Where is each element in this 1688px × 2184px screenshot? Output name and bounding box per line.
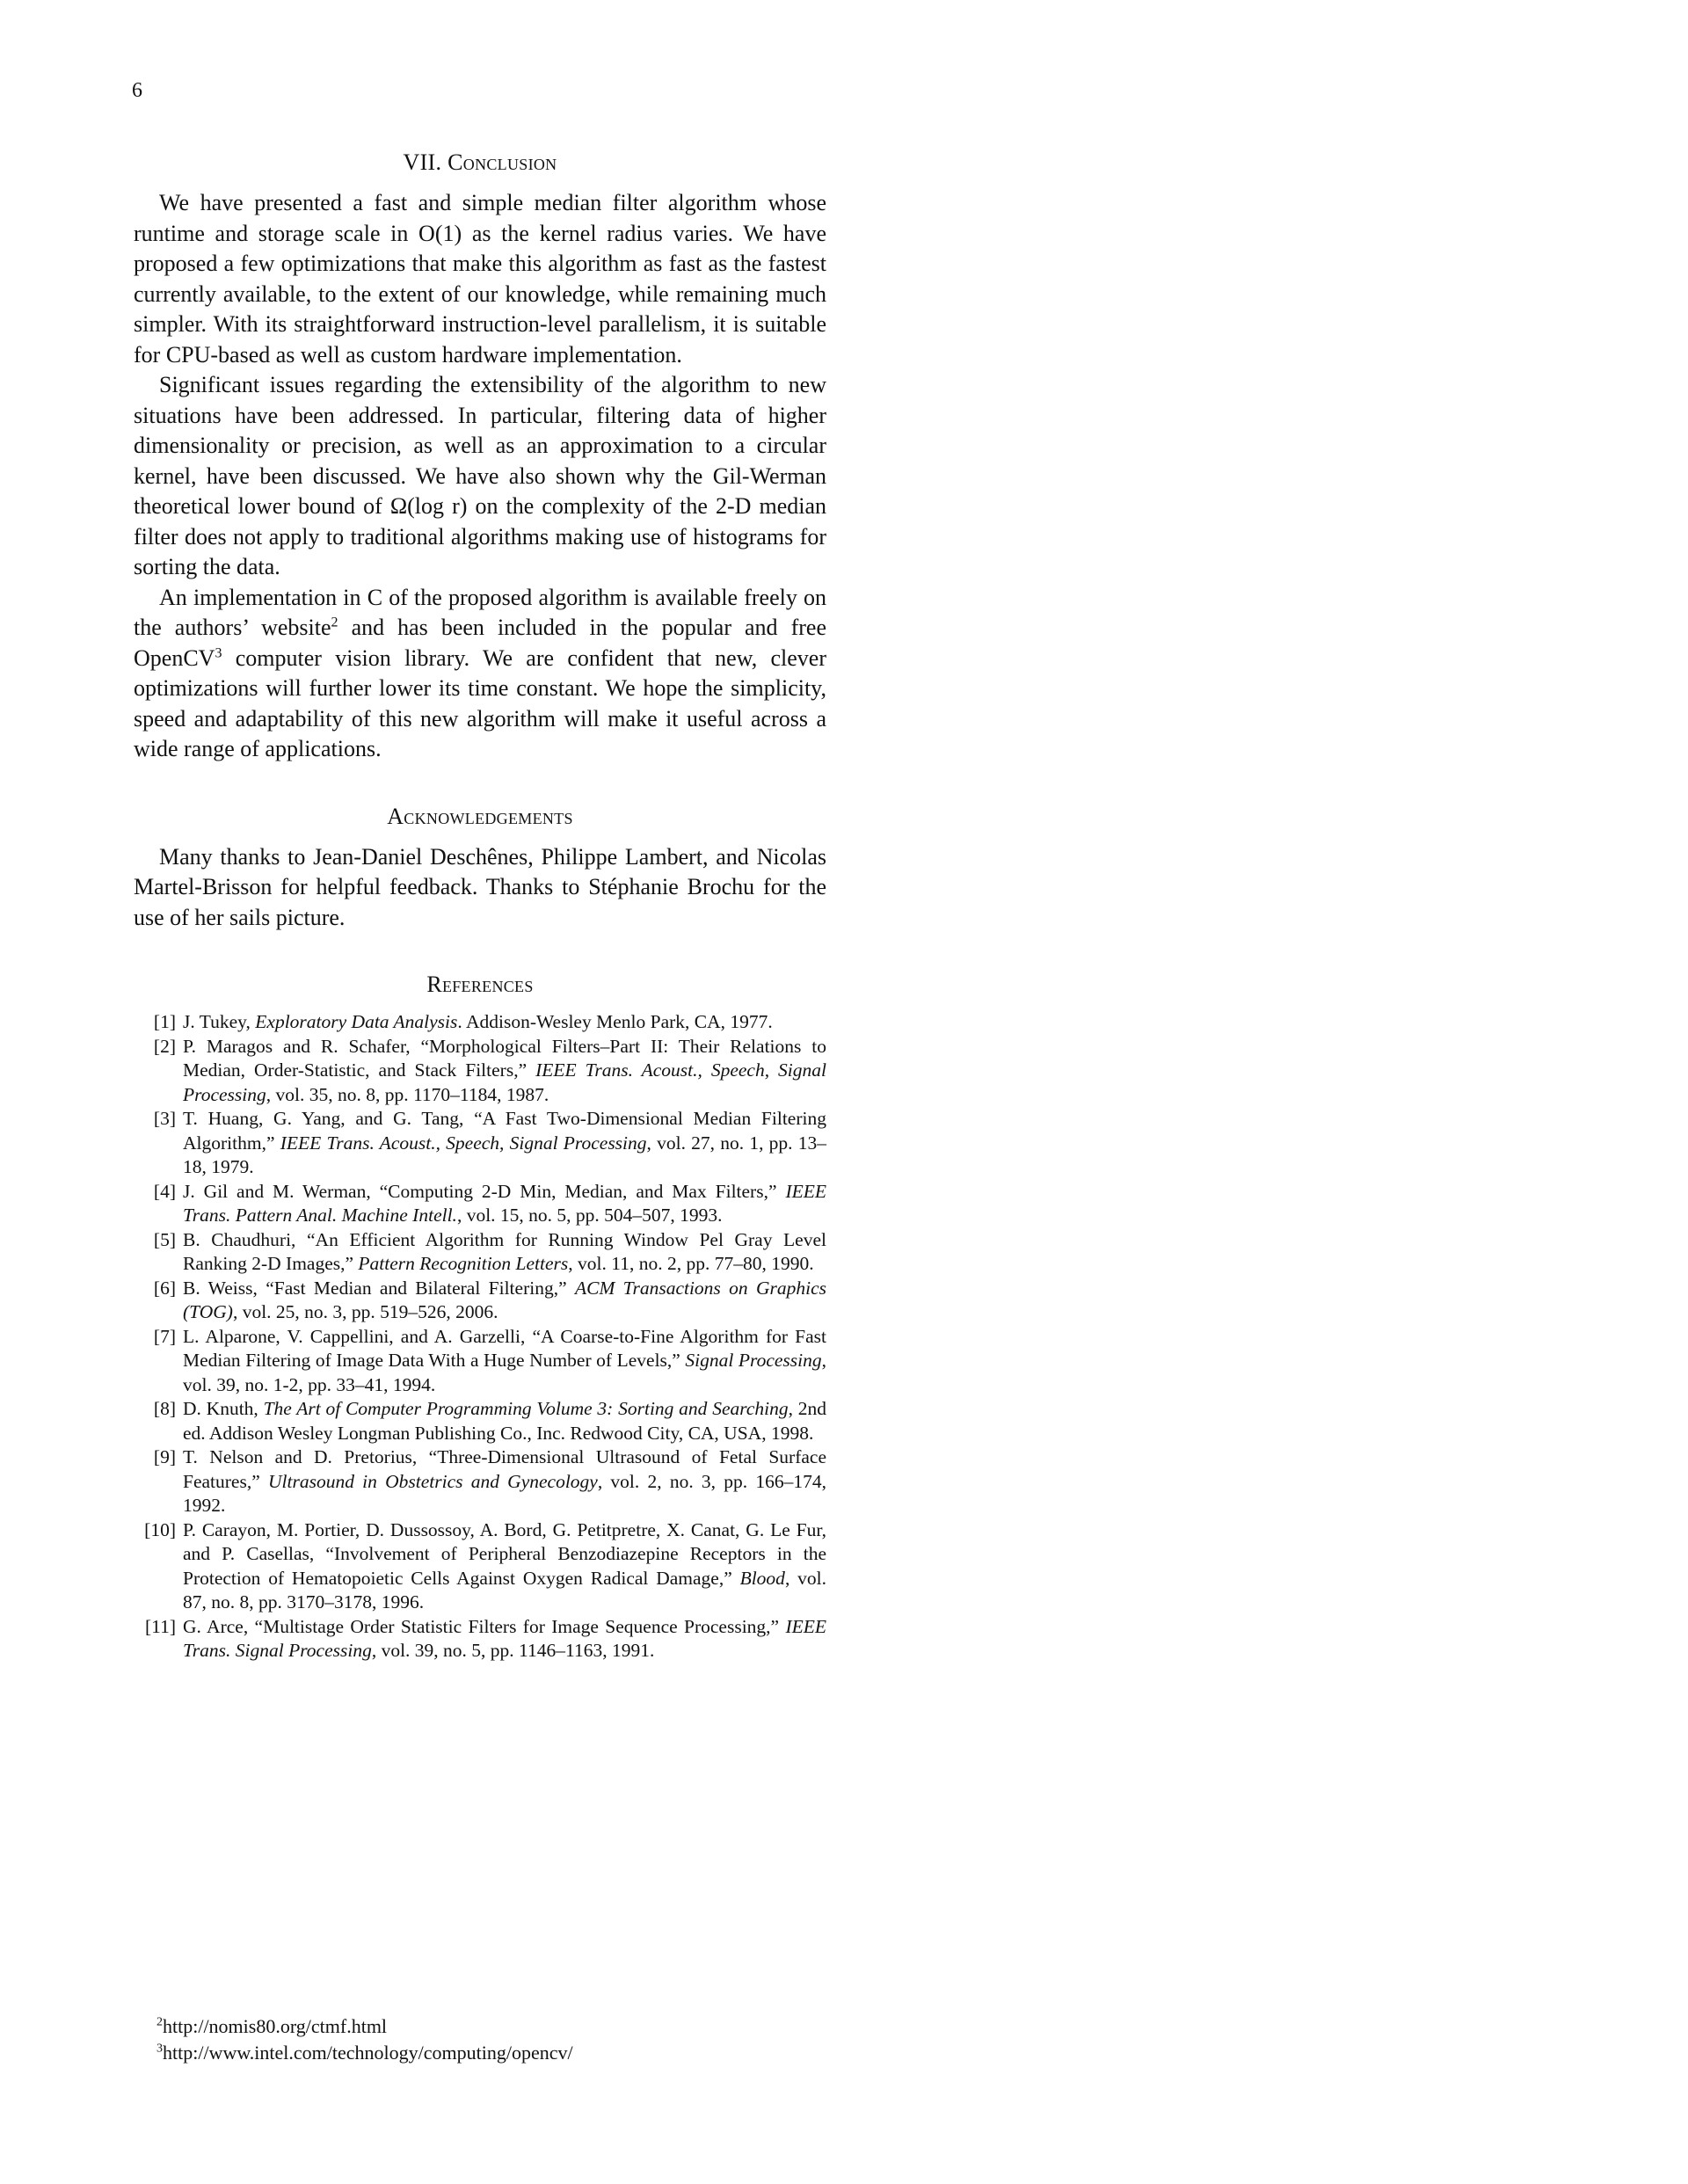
- reference-text: J. Gil and M. Werman, “Computing 2-D Min, Median, and Max Filters,”: [183, 1180, 786, 1202]
- reference-item: [134, 1518, 826, 1615]
- reference-source: The Art of Computer Programming Volume 3: Sorting and Searching: [263, 1398, 789, 1419]
- reference-text: L. Alparone, V. Cappellini, and A. Garzelli, “A Coarse-to-Fine Algorithm for Fast Median Filtering of Image Data With a Huge Number of Levels,”: [183, 1325, 826, 1371]
- footnote: [156, 2013, 573, 2040]
- reference-text: B. Weiss, “Fast Median and Bilateral Filtering,”: [183, 1277, 575, 1299]
- reference-details: , vol. 15, no. 5, pp. 504–507, 1993.: [456, 1205, 723, 1226]
- reference-details: , vol. 87, no. 8, pp. 3170–3178, 1996.: [183, 1567, 826, 1613]
- conclusion-paragraph-1: We have presented a fast and simple median filter algorithm whose runtime and storage scale in O(1) as the kernel radius varies. We have proposed a few optimizations that make this algorithm as fast as the fastest currently available, to the extent of our knowledge, while remaining much simpler. With its straightforward instruction-level parallelism, it is suitable for CPU-based as well as custom hardware implementation.: [134, 190, 826, 368]
- reference-details: . Addison-Wesley Menlo Park, CA, 1977.: [457, 1011, 773, 1032]
- reference-item: [134, 1107, 826, 1180]
- footnote: [156, 2040, 573, 2066]
- reference-item: [134, 1010, 826, 1035]
- reference-label: [9]: [153, 1446, 176, 1467]
- footnote-ref-3: 3: [215, 644, 222, 660]
- reference-label: [1]: [153, 1011, 176, 1032]
- page-number: 6: [132, 79, 142, 102]
- references-heading: References: [426, 972, 534, 997]
- reference-list: [134, 1010, 826, 1663]
- reference-source: Pattern Recognition Letters: [358, 1253, 569, 1274]
- footnote-mark: 3: [156, 2042, 163, 2056]
- acknowledgements-heading: Acknowledgements: [387, 803, 573, 829]
- text-column: [134, 149, 826, 1663]
- reference-details: , vol. 25, no. 3, pp. 519–526, 2006.: [232, 1301, 498, 1322]
- para3-text-1: An implementation in C of the proposed algorithm is available freely on the authors’ website: [134, 584, 826, 640]
- reference-source: IEEE Trans. Acoust., Speech, Signal Processing: [280, 1132, 647, 1154]
- footnote-url[interactable]: http://www.intel.com/technology/computing/opencv/: [163, 2042, 573, 2064]
- reference-details: , vol. 39, no. 5, pp. 1146–1163, 1991.: [371, 1640, 655, 1661]
- conclusion-heading: [134, 149, 826, 176]
- reference-source: IEEE Trans. Pattern Anal. Machine Intell.: [183, 1180, 826, 1226]
- reference-item: [134, 1397, 826, 1445]
- reference-source: Exploratory Data Analysis: [255, 1011, 458, 1032]
- reference-details: , 2nd ed. Addison Wesley Longman Publishing Co., Inc. Redwood City, CA, USA, 1998.: [183, 1398, 826, 1444]
- conclusion-paragraph-3: [134, 583, 826, 765]
- footnotes: [156, 2013, 573, 2066]
- reference-source: Ultrasound in Obstetrics and Gynecology: [267, 1470, 598, 1492]
- reference-label: [5]: [153, 1228, 176, 1250]
- reference-source: IEEE Trans. Acoust., Speech, Signal Processing: [183, 1059, 826, 1105]
- reference-item: [134, 1180, 826, 1228]
- reference-item: [134, 1445, 826, 1518]
- reference-label: [10]: [144, 1518, 176, 1540]
- reference-item: [134, 1325, 826, 1398]
- acknowledgements-paragraph: Many thanks to Jean-Daniel Deschênes, Philippe Lambert, and Nicolas Martel-Brisson for helpful feedback. Thanks to Stéphanie Brochu for the use of her sails picture.: [134, 843, 826, 930]
- reference-item: [134, 1615, 826, 1663]
- reference-source: ACM Transactions on Graphics (TOG): [183, 1277, 826, 1322]
- reference-item: [134, 1228, 826, 1277]
- reference-label: [8]: [153, 1398, 176, 1419]
- reference-label: [6]: [153, 1277, 176, 1299]
- reference-item: [134, 1035, 826, 1108]
- reference-details: , vol. 11, no. 2, pp. 77–80, 1990.: [568, 1253, 814, 1274]
- reference-text: T. Huang, G. Yang, and G. Tang, “A Fast Two-Dimensional Median Filtering Algorithm,”: [183, 1108, 826, 1154]
- reference-source: IEEE Trans. Signal Processing: [183, 1615, 826, 1661]
- reference-item: [134, 1277, 826, 1325]
- reference-details: , vol. 27, no. 1, pp. 13–18, 1979.: [183, 1132, 827, 1177]
- reference-details: , vol. 35, no. 8, pp. 1170–1184, 1987.: [266, 1083, 549, 1105]
- reference-text: J. Tukey,: [183, 1011, 256, 1032]
- reference-text: G. Arce, “Multistage Order Statistic Filters for Image Sequence Processing,”: [183, 1615, 786, 1637]
- reference-label: [7]: [153, 1325, 176, 1347]
- reference-label: [11]: [144, 1615, 176, 1637]
- reference-source: Signal Processing: [685, 1350, 822, 1371]
- reference-text: T. Nelson and D. Pretorius, “Three-Dimensional Ultrasound of Fetal Surface Features,”: [183, 1446, 826, 1492]
- reference-details: , vol. 39, no. 1-2, pp. 33–41, 1994.: [183, 1350, 826, 1395]
- footnote-mark: 2: [156, 2015, 163, 2029]
- reference-label: [3]: [153, 1108, 176, 1129]
- section-number: VII.: [403, 149, 442, 175]
- reference-label: [2]: [153, 1035, 176, 1057]
- reference-text: P. Maragos and R. Schafer, “Morphological Filters–Part II: Their Relations to Median, Order-Statistic, and Stack Filters,”: [183, 1035, 826, 1081]
- footnote-url[interactable]: http://nomis80.org/ctmf.html: [163, 2015, 388, 2037]
- reference-text: D. Knuth,: [183, 1398, 264, 1419]
- reference-details: , vol. 2, no. 3, pp. 166–174, 1992.: [183, 1470, 826, 1516]
- para3-text-3: computer vision library. We are confident that new, clever optimizations will further lower its time constant. We hope the simplicity, speed and adaptability of this new algorithm will make it useful across a wide range of applications.: [134, 644, 826, 761]
- section-title: Conclusion: [447, 149, 557, 175]
- para3-text-2: and has been included in the popular and free OpenCV: [134, 615, 826, 671]
- reference-source: Blood: [739, 1567, 785, 1589]
- reference-text: P. Carayon, M. Portier, D. Dussossoy, A. Bord, G. Petitpretre, X. Canat, G. Le Fur, and P. Casellas, “Involvement of Peripheral Benzodiazepine Receptors in the Protection of Hematopoietic Cells Against Oxygen Radical Damage,”: [183, 1518, 826, 1589]
- reference-text: B. Chaudhuri, “An Efficient Algorithm for Running Window Pel Gray Level Ranking 2-D Images,”: [183, 1228, 826, 1274]
- footnote-ref-2: 2: [331, 615, 338, 630]
- reference-label: [4]: [153, 1180, 176, 1202]
- conclusion-paragraph-2: Significant issues regarding the extensibility of the algorithm to new situations have been addressed. In particular, filtering data of higher dimensionality or precision, as well as an approximation to a circular kernel, have been discussed. We have also shown why the Gil-Werman theoretical lower bound of Ω(log r) on the complexity of the 2-D median filter does not apply to traditional algorithms making use of histograms for sorting the data.: [134, 372, 826, 579]
